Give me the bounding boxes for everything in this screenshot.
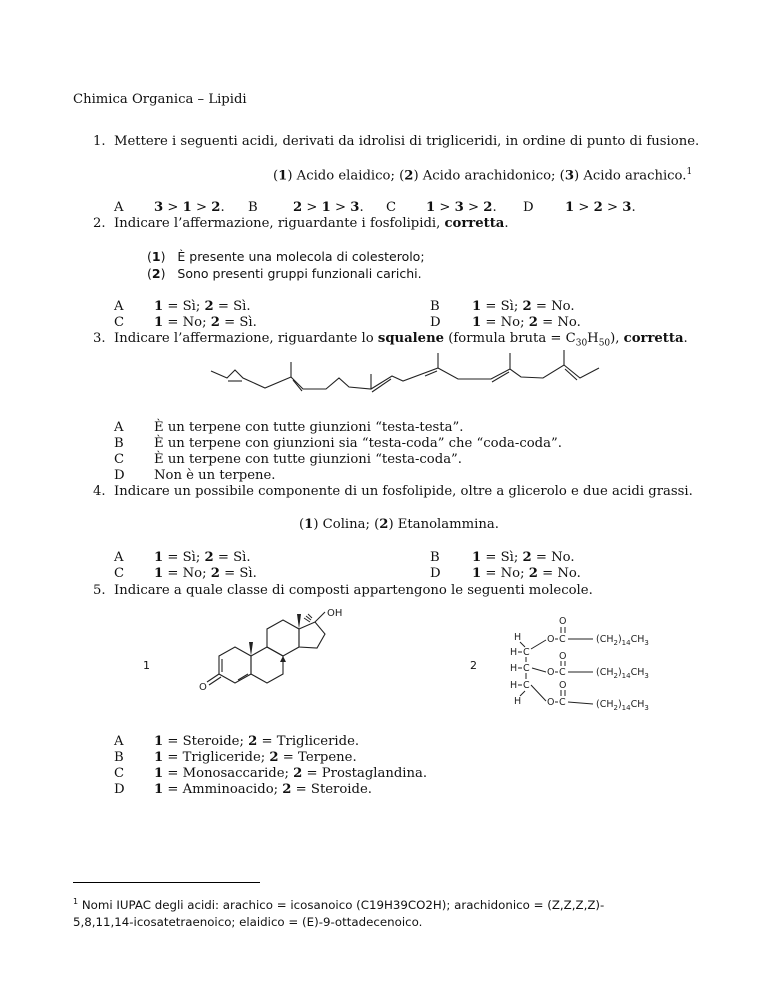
svg-text:O: O <box>199 682 207 693</box>
footnote-separator <box>73 882 260 883</box>
q4-option-c-letter[interactable]: C <box>114 566 125 581</box>
svg-text:C: C <box>559 667 566 678</box>
q5-option-c-text[interactable]: 1 = Monosaccaride; 2 = Prostaglandina. <box>154 766 428 781</box>
svg-text:O: O <box>547 634 555 645</box>
svg-text:H: H <box>510 663 518 674</box>
q1-option-d-letter[interactable]: D <box>523 200 534 215</box>
q5-option-d-text[interactable]: 1 = Amminoacido; 2 = Steroide. <box>154 782 372 797</box>
q1-option-a-letter[interactable]: A <box>114 200 124 215</box>
svg-text:(CH2)14CH3: $(CH_2)_{14}CH_3$ <box>596 667 649 680</box>
q3-option-d-text[interactable]: Non è un terpene. <box>154 468 276 483</box>
q2-option-d-text[interactable]: 1 = No; 2 = No. <box>472 315 581 330</box>
q3-option-a-text[interactable]: È un terpene con tutte giunzioni “testa-testa”. <box>154 420 464 435</box>
q4-option-d-text[interactable]: 1 = No; 2 = No. <box>472 566 581 581</box>
q5-option-a-text[interactable]: 1 = Steroide; 2 = Trigliceride. <box>154 734 360 749</box>
q4-option-d-letter[interactable]: D <box>430 566 441 581</box>
steroid-structure <box>185 608 365 718</box>
footnote-reference[interactable]: 1 <box>686 167 693 177</box>
q2-statement-1: (1) È presente una molecola di colesterolo; <box>147 249 425 264</box>
question-4-items: (1) Colina; (2) Etanolammina. <box>299 517 499 532</box>
q3-option-b-letter[interactable]: B <box>114 436 124 451</box>
svg-text:C: C <box>523 647 530 658</box>
svg-text:H: H <box>514 632 522 643</box>
q2-option-a-letter[interactable]: A <box>114 299 124 314</box>
svg-text:(CH2)14CH3: $(CH_2)_{14}CH_3$ <box>596 634 649 647</box>
question-2-text: Indicare l’affermazione, riguardante i fosfolipidi, corretta. <box>114 216 509 231</box>
question-1-number: 1. <box>93 134 106 149</box>
page-title: Chimica Organica – Lipidi <box>73 92 247 107</box>
q5-option-c-letter[interactable]: C <box>114 766 125 781</box>
question-5-number: 5. <box>93 583 106 598</box>
triglyceride-structure <box>510 612 690 712</box>
footnote-text <box>73 893 698 931</box>
svg-text:O: O <box>547 697 555 708</box>
footnote-mark: 1 <box>73 897 79 906</box>
q2-option-c-text[interactable]: 1 = No; 2 = Sì. <box>154 315 257 330</box>
svg-text:H: H <box>514 696 522 707</box>
question-5-text: Indicare a quale classe di composti appartengono le seguenti molecole. <box>114 583 593 598</box>
q3-option-c-text[interactable]: È un terpene con tutte giunzioni “testa-coda”. <box>154 452 462 467</box>
svg-text:O: O <box>559 616 567 627</box>
svg-text:OH: OH <box>327 608 343 619</box>
q2-option-b-letter[interactable]: B <box>430 299 440 314</box>
q2-statement-2: (2) Sono presenti gruppi funzionali carichi. <box>147 266 422 281</box>
q3-option-a-letter[interactable]: A <box>114 420 124 435</box>
q1-option-d-text[interactable]: 1 > 2 > 3. <box>565 200 636 215</box>
molecule-1-label: 1 <box>143 659 150 672</box>
question-4-number: 4. <box>93 484 106 499</box>
q4-option-c-text[interactable]: 1 = No; 2 = Sì. <box>154 566 257 581</box>
q1-option-a-text[interactable]: 3 > 1 > 2. <box>154 200 225 215</box>
svg-text:C: C <box>559 634 566 645</box>
question-2-number: 2. <box>93 216 106 231</box>
q2-option-a-text[interactable]: 1 = Sì; 2 = Sì. <box>154 299 251 314</box>
q5-option-a-letter[interactable]: A <box>114 734 124 749</box>
question-4-text: Indicare un possibile componente di un fosfolipide, oltre a glicerolo e due acidi grassi. <box>114 484 693 499</box>
question-1-items: (1) Acido elaidico; (2) Acido arachidonico; (3) Acido arachico.$^1$ <box>273 167 693 184</box>
q3-option-b-text[interactable]: È un terpene con giunzioni sia “testa-coda” che “coda-coda”. <box>154 436 562 451</box>
q2-option-c-letter[interactable]: C <box>114 315 125 330</box>
footnote-line-2: 5,8,11,14-icosatetraenoico; elaidico = (E)-9-ottadecenoico. <box>73 914 423 929</box>
question-1-text: Mettere i seguenti acidi, derivati da idrolisi di trigliceridi, in ordine di punto di fusione. <box>114 134 700 149</box>
q4-option-b-text[interactable]: 1 = Sì; 2 = No. <box>472 550 575 565</box>
q3-option-d-letter[interactable]: D <box>114 468 125 483</box>
svg-text:O: O <box>547 667 555 678</box>
svg-text:(CH2)14CH3: $(CH_2)_{14}CH_3$ <box>596 699 649 712</box>
question-3-number: 3. <box>93 331 106 346</box>
q4-option-b-letter[interactable]: B <box>430 550 440 565</box>
svg-text:O: O <box>559 651 567 662</box>
svg-text:H: H <box>510 680 518 691</box>
question-3-text: Indicare l’affermazione, riguardante lo squalene (formula bruta = $C_{30}H_{50}$), corretta. <box>114 331 688 349</box>
q5-option-b-letter[interactable]: B <box>114 750 124 765</box>
svg-text:O: O <box>559 680 567 691</box>
q5-option-b-text[interactable]: 1 = Trigliceride; 2 = Terpene. <box>154 750 357 765</box>
svg-text:H: H <box>510 647 518 658</box>
footnote-line-1: Nomi IUPAC degli acidi: arachico = icosanoico (C19H39CO2H); arachidonico = (Z,Z,Z,Z)- <box>81 897 605 912</box>
squalene-structure <box>205 350 605 400</box>
q4-option-a-text[interactable]: 1 = Sì; 2 = Sì. <box>154 550 251 565</box>
q1-option-c-text[interactable]: 1 > 3 > 2. <box>426 200 497 215</box>
q1-option-b-text[interactable]: 2 > 1 > 3. <box>293 200 364 215</box>
q1-option-b-letter[interactable]: B <box>248 200 258 215</box>
q2-option-d-letter[interactable]: D <box>430 315 441 330</box>
svg-text:C: C <box>559 697 566 708</box>
q1-option-c-letter[interactable]: C <box>386 200 397 215</box>
svg-text:C: C <box>523 663 530 674</box>
molecule-2-label: 2 <box>470 659 477 672</box>
q2-option-b-text[interactable]: 1 = Sì; 2 = No. <box>472 299 575 314</box>
q4-option-a-letter[interactable]: A <box>114 550 124 565</box>
q5-option-d-letter[interactable]: D <box>114 782 125 797</box>
q3-option-c-letter[interactable]: C <box>114 452 125 467</box>
svg-text:C: C <box>523 680 530 691</box>
